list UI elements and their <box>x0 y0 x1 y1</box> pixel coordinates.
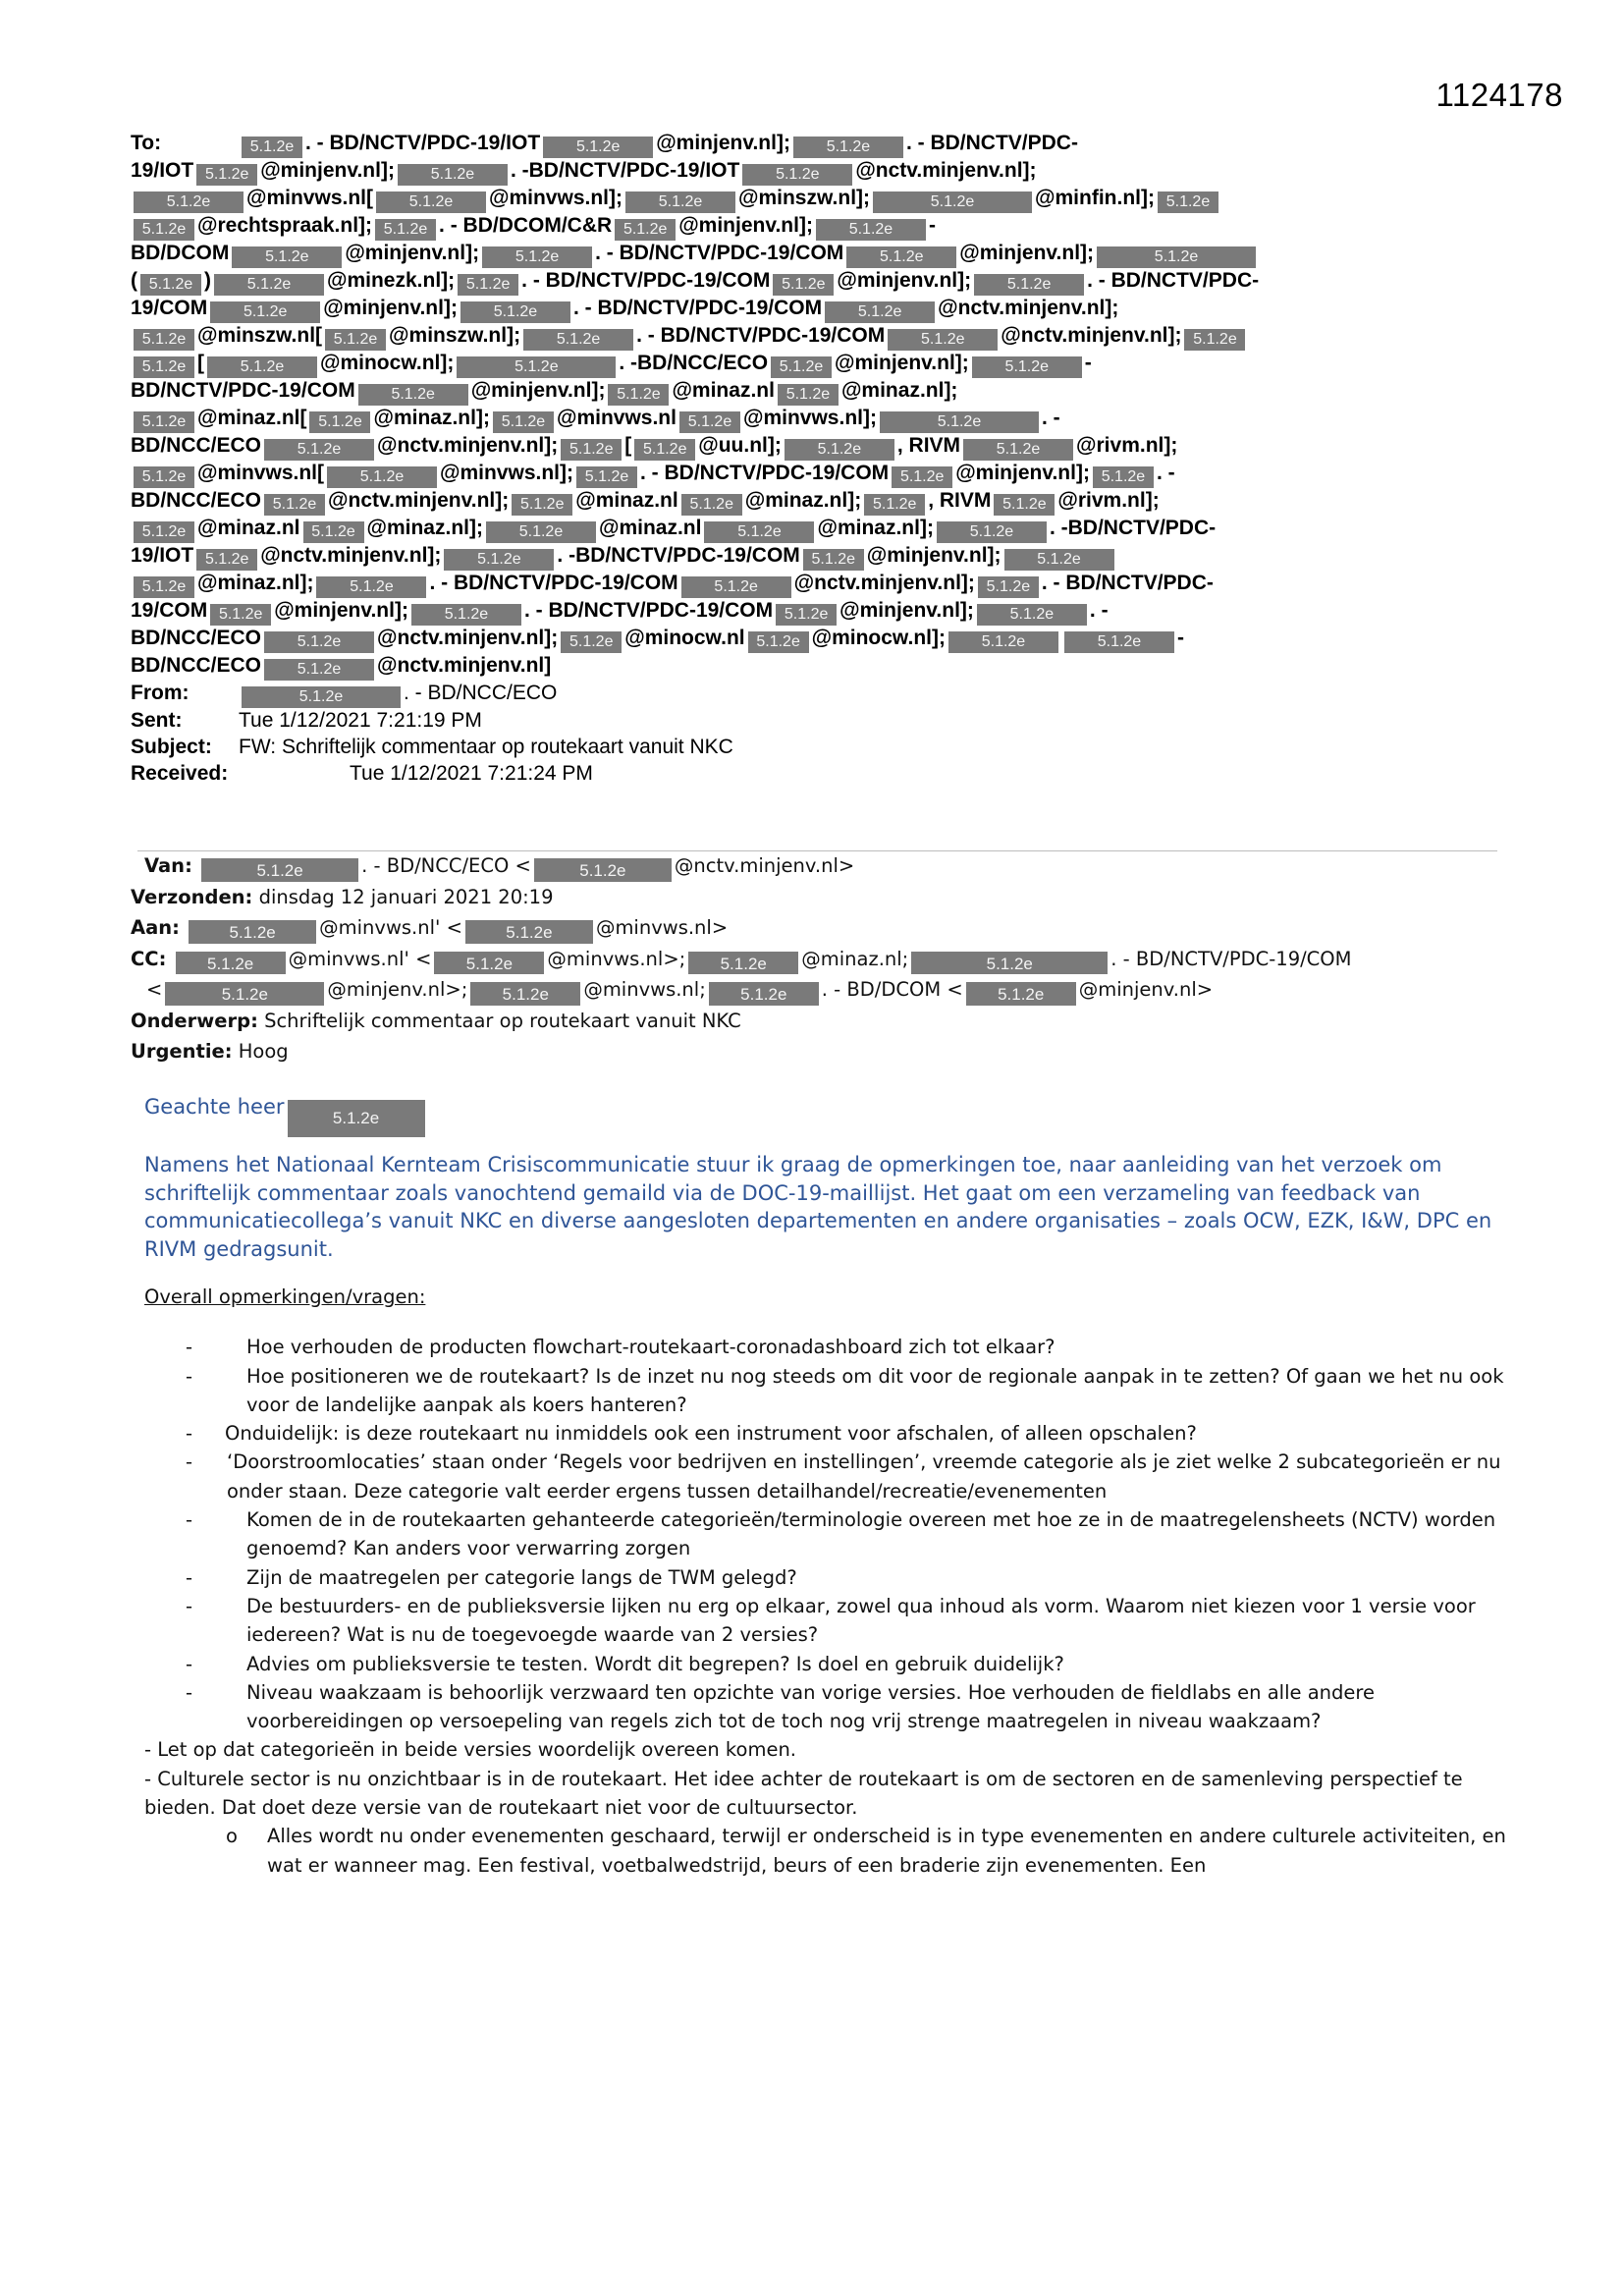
address-text: @nctv.minjenv.nl]; <box>377 434 559 457</box>
address-text: @minvws.nl]; <box>489 187 623 209</box>
redaction-box: 5.1.2e <box>864 494 925 516</box>
received-label: Received: <box>131 761 229 785</box>
address-text: . - BD/NCTV/PDC- <box>1041 572 1214 594</box>
redaction-box: 5.1.2e <box>493 411 554 433</box>
address-text: @minaz.nl[ <box>197 407 307 429</box>
redaction-box: 5.1.2e <box>873 191 1032 213</box>
address-text: @minjenv.nl]; <box>959 242 1095 264</box>
to-line <box>131 406 1525 433</box>
redaction-box: 5.1.2e <box>543 137 653 158</box>
address-text: @minjenv.nl>; <box>327 978 468 1001</box>
redaction-box: 5.1.2e <box>210 604 271 626</box>
redaction-box: 5.1.2e <box>486 521 596 543</box>
to-label: To: <box>131 132 162 154</box>
address-text: @nctv.minjenv.nl]; <box>1001 324 1182 347</box>
redaction-box: 5.1.2e <box>482 246 592 268</box>
to-line <box>131 543 1525 571</box>
address-text: @minvws.nl; <box>583 978 706 1001</box>
address-text: @minocw.nl <box>624 627 745 649</box>
redaction-box: 5.1.2e <box>978 576 1039 598</box>
address-text: @minszw.nl]; <box>389 324 521 347</box>
onderwerp-value: Schriftelijk commentaar op routekaart vanuit NKC <box>264 1009 741 1032</box>
address-text: @minvws.nl]; <box>742 407 877 429</box>
redaction-box: 5.1.2e <box>1064 631 1174 653</box>
address-text: @minaz.nl; <box>801 947 909 970</box>
redaction-box: 5.1.2e <box>892 466 952 488</box>
redaction-box: 5.1.2e <box>742 164 852 186</box>
to-line <box>131 323 1525 351</box>
van-label: Van: <box>144 854 192 877</box>
to-line <box>131 241 1525 268</box>
to-line <box>131 516 1525 543</box>
redaction-box: 5.1.2e <box>196 549 257 571</box>
subject-label: Subject: <box>131 735 212 758</box>
redaction-box: 5.1.2e <box>470 982 580 1006</box>
address-text: 19/IOT <box>131 159 194 182</box>
received-line <box>131 761 1525 788</box>
address-text: @minvws.nl>; <box>547 947 686 970</box>
sub-bullet <box>144 1822 1509 1880</box>
address-text: @minjenv.nl]; <box>274 599 408 622</box>
redaction-box: 5.1.2e <box>576 466 637 488</box>
address-text: @nctv.minjenv.nl]; <box>793 572 975 594</box>
redaction-box: 5.1.2e <box>977 604 1087 626</box>
plain-remark: - Culturele sector is nu onzichtbaar is in de routekaart. Het idee achter de routekaart is om de sectoren en de samenleving perspectief te bieden. Dat doet deze versie van de routekaart niet voor de cultuursector. <box>144 1767 1463 1820</box>
salutation-text: Geachte heer <box>144 1095 285 1119</box>
redaction-box: 5.1.2e <box>210 301 320 323</box>
redaction-box: 5.1.2e <box>457 356 616 378</box>
verzonden-line <box>131 882 1525 913</box>
redaction-box: 5.1.2e <box>134 356 194 378</box>
redaction-box: 5.1.2e <box>523 329 633 351</box>
address-text: ( <box>131 269 137 292</box>
list-item-text: Zijn de maatregelen per categorie langs de TWM gelegd? <box>246 1565 797 1589</box>
list-item-text: Onduidelijk: is deze routekaart nu inmiddels ook een instrument voor afschalen, of alleen opschalen? <box>225 1422 1197 1446</box>
address-text: BD/DCOM <box>131 242 230 264</box>
redaction-box: 5.1.2e <box>948 631 1058 653</box>
remarks-list <box>144 1333 1509 1735</box>
subject-value: FW: Schriftelijk commentaar op routekaart vanuit NKC <box>239 735 733 758</box>
redaction-box: 5.1.2e <box>911 952 1108 975</box>
from-value: . - BD/NCC/ECO <box>404 682 558 704</box>
address-text: @minaz.nl <box>598 517 702 539</box>
redaction-box: 5.1.2e <box>325 329 386 351</box>
section-title: Overall opmerkingen/vragen: <box>144 1285 426 1308</box>
address-text: 19/COM <box>131 599 208 622</box>
address-text: . -BD/NCTV/PDC-19/IOT <box>510 159 740 182</box>
redaction-box: 5.1.2e <box>963 439 1073 461</box>
list-item <box>144 1592 1509 1650</box>
document-id: 1124178 <box>1435 77 1563 113</box>
list-item <box>144 1563 1509 1592</box>
address-text: . - BD/NCTV/PDC-19/COM <box>523 599 774 622</box>
redaction-box: 5.1.2e <box>937 521 1047 543</box>
from-label: From: <box>131 682 189 704</box>
cc-line-2 <box>131 974 1525 1006</box>
address-text: . - <box>1156 462 1175 484</box>
address-text: . -BD/NCTV/PDC-19/COM <box>557 544 800 567</box>
address-text: @minszw.nl[ <box>197 324 323 347</box>
address-text: BD/NCC/ECO <box>131 489 262 512</box>
van-email: @nctv.minjenv.nl> <box>674 854 855 877</box>
address-text: . - BD/NCTV/PDC-19/COM <box>595 242 844 264</box>
redaction-box: 5.1.2e <box>1184 329 1245 351</box>
address-text: . - BD/NCTV/PDC- <box>905 132 1078 154</box>
redaction-box: 5.1.2e <box>264 439 374 461</box>
address-text: BD/NCTV/PDC-19/COM <box>131 379 355 402</box>
email-header <box>131 131 1525 787</box>
van-text: . - BD/NCC/ECO < <box>361 854 531 877</box>
address-text: @minocw.nl]; <box>320 352 455 374</box>
address-text: @uu.nl]; <box>698 434 782 457</box>
redaction-box: 5.1.2e <box>771 356 832 378</box>
address-text: @minaz.nl]; <box>373 407 490 429</box>
remarks-section <box>144 1283 1509 1880</box>
sent-line <box>131 708 1525 735</box>
redaction-box: 5.1.2e <box>888 329 998 351</box>
address-text: @minjenv.nl]; <box>955 462 1090 484</box>
address-text: 19/IOT <box>131 544 194 567</box>
redaction-box: 5.1.2e <box>803 549 864 571</box>
address-text: @minaz.nl <box>197 517 300 539</box>
redaction-box: 5.1.2e <box>358 384 468 406</box>
to-line <box>131 598 1525 626</box>
redaction-box: 5.1.2e <box>534 858 672 882</box>
address-text: . - <box>1089 599 1109 622</box>
redaction-box: 5.1.2e <box>625 191 735 213</box>
address-text: @minjenv.nl]; <box>866 544 1001 567</box>
address-text: @rivm.nl]; <box>1076 434 1178 457</box>
address-text: @minjenv.nl]; <box>470 379 606 402</box>
to-line <box>131 461 1525 488</box>
redaction-box: 5.1.2e <box>242 137 302 158</box>
redaction-box: 5.1.2e <box>561 439 622 461</box>
redaction-box: 5.1.2e <box>778 384 839 406</box>
sub-bullet-text: Alles wordt nu onder evenementen geschaard, terwijl er onderscheid is in type evenementen en andere culturele activiteiten, en wat er wanneer mag. Een festival, voetbalwedstrijd, beurs of een braderie zijn evenementen. Een <box>267 1825 1506 1877</box>
list-item <box>144 1333 1509 1361</box>
redaction-box: 5.1.2e <box>460 301 570 323</box>
address-text: @minaz.nl]; <box>817 517 934 539</box>
redaction-box: 5.1.2e <box>688 952 798 975</box>
address-text: @minaz.nl]; <box>197 572 314 594</box>
redaction-box: 5.1.2e <box>704 521 814 543</box>
address-text: ) <box>204 269 211 292</box>
redaction-box: 5.1.2e <box>303 521 364 543</box>
redaction-box: 5.1.2e <box>608 384 669 406</box>
redaction-box: 5.1.2e <box>214 274 324 296</box>
address-text: @minvws.nl[ <box>246 187 373 209</box>
to-line <box>131 626 1525 653</box>
address-text: BD/NCC/ECO <box>131 654 262 677</box>
plain-remarks <box>144 1735 1509 1822</box>
address-text: @minvws.nl <box>556 407 677 429</box>
redaction-box: 5.1.2e <box>327 466 437 488</box>
bullet-marker: - <box>186 1364 193 1388</box>
address-text: . -BD/NCTV/PDC- <box>1049 517 1217 539</box>
address-text: @minaz.nl]; <box>840 379 958 402</box>
address-text: BD/NCC/ECO <box>131 627 262 649</box>
address-text: @minjenv.nl]; <box>345 242 480 264</box>
list-item <box>144 1678 1509 1736</box>
address-text: @nctv.minjenv.nl]; <box>260 544 442 567</box>
bullet-marker: - <box>186 1594 193 1617</box>
redaction-box: 5.1.2e <box>134 576 194 598</box>
redaction-box: 5.1.2e <box>411 604 521 626</box>
address-text: [ <box>197 352 204 374</box>
to-recipients <box>131 131 1525 681</box>
redaction-box: 5.1.2e <box>207 356 317 378</box>
redaction-box: 5.1.2e <box>189 920 316 944</box>
onderwerp-line <box>131 1006 1525 1037</box>
redaction-box: 5.1.2e <box>398 164 508 186</box>
redaction-box: 5.1.2e <box>994 494 1055 516</box>
redaction-box: 5.1.2e <box>264 631 374 653</box>
to-line <box>131 158 1525 186</box>
redaction-box: 5.1.2e <box>816 219 926 241</box>
address-text: @minocw.nl]; <box>811 627 946 649</box>
forwarded-header <box>131 850 1525 1067</box>
redaction-box: 5.1.2e <box>465 920 593 944</box>
address-text: . - BD/NCTV/PDC-19/COM <box>572 297 823 319</box>
list-item-text: ‘Doorstroomlocaties’ staan onder ‘Regels voor bedrijven en instellingen’, vreemde categorie als je ziet welke 2 subcategorieën er nu onder staan. Deze categorie valt eerder ergens tussen detailhandel/recreatie/evenementen <box>227 1450 1501 1503</box>
redaction-box: 5.1.2e <box>242 686 401 708</box>
redaction-box: 5.1.2e <box>776 604 837 626</box>
redaction-box: 5.1.2e <box>748 631 809 653</box>
address-text: @minaz.nl <box>672 379 775 402</box>
address-text: BD/NCC/ECO <box>131 434 262 457</box>
address-text: @minszw.nl]; <box>738 187 871 209</box>
address-text: @minjenv.nl]; <box>837 269 972 292</box>
list-item-text: Hoe verhouden de producten flowchart-routekaart-coronadashboard zich tot elkaar? <box>246 1336 1056 1359</box>
cc-line <box>131 944 1525 975</box>
address-text: @nctv.minjenv.nl]; <box>938 297 1119 319</box>
to-line <box>131 433 1525 461</box>
list-item-text: De bestuurders- en de publieksversie lijken nu erg op elkaar, zowel qua inhoud als vorm. Waarom niet kiezen voor 1 versie voor iedereen? Wat is nu de toegevoegde waarde van 2 versies? <box>246 1594 1476 1647</box>
redaction-box: 5.1.2e <box>196 164 257 186</box>
address-text: @nctv.minjenv.nl] <box>377 654 552 677</box>
redaction-box: 5.1.2e <box>561 631 622 653</box>
address-text: , RIVM <box>896 434 961 457</box>
to-line <box>131 378 1525 406</box>
verzonden-value: dinsdag 12 januari 2021 20:19 <box>258 885 554 908</box>
bullet-marker: - <box>186 1336 193 1359</box>
address-text: . - BD/NCTV/PDC-19/COM <box>636 324 886 347</box>
redaction-box: 5.1.2e <box>1004 549 1114 571</box>
address-text: @minezk.nl]; <box>327 269 456 292</box>
list-item-text: Komen de in de routekaarten gehanteerde categorieën/terminologie overeen met hoe ze in de maatregelensheets (NCTV) worden genoemd? Kan anders voor verwarring zorgen <box>246 1508 1496 1560</box>
to-line <box>131 488 1525 516</box>
address-text: . -BD/NCC/ECO <box>619 352 769 374</box>
redaction-box: 5.1.2e <box>444 549 554 571</box>
bullet-marker: - <box>186 1450 193 1474</box>
address-text: . - BD/DCOM < <box>821 978 963 1001</box>
to-line <box>131 571 1525 598</box>
verzonden-label: Verzonden: <box>131 885 253 908</box>
redaction-box: 5.1.2e <box>201 858 358 882</box>
redaction-box: 5.1.2e <box>176 952 286 975</box>
intro-paragraph: Namens het Nationaal Kernteam Crisiscommunicatie stuur ik graag de opmerkingen toe, naar aanleiding van het verzoek om schriftelijk commentaar zoals vanochtend gemaild via de DOC-19-maillijst. Het gaat om een verzameling van feedback van communicatiecollega’s vanuit NKC en diverse aangesloten departementen en andere organisaties – zoals OCW, EZK, I&W, DPC en RIVM gedragsunit. <box>144 1153 1492 1261</box>
redaction-box: 5.1.2e <box>134 521 194 543</box>
address-text: [ <box>624 434 632 457</box>
address-text: @minfin.nl]; <box>1035 187 1155 209</box>
redaction-box: 5.1.2e <box>1097 246 1256 268</box>
address-text: , RIVM <box>928 489 992 512</box>
address-text: @minjenv.nl]; <box>678 214 813 237</box>
redaction-box: 5.1.2e <box>972 356 1082 378</box>
received-value: Tue 1/12/2021 7:21:24 PM <box>350 761 593 785</box>
address-text: @minjenv.nl]; <box>323 297 458 319</box>
cc-label: CC: <box>131 947 167 970</box>
redaction-box: 5.1.2e <box>709 982 819 1006</box>
address-text: - <box>928 214 936 237</box>
address-text: @minvws.nl' < <box>288 947 432 970</box>
redaction-box: 5.1.2e <box>1158 191 1218 213</box>
address-text: @minaz.nl]; <box>366 517 483 539</box>
bullet-marker: - <box>186 1565 193 1589</box>
address-text: . - BD/NCTV/PDC-19/COM <box>521 269 771 292</box>
redaction-box: 5.1.2e <box>634 439 695 461</box>
bullet-marker: - <box>186 1508 193 1532</box>
address-text: - <box>1084 352 1092 374</box>
address-text: < <box>146 978 163 1001</box>
plain-remark: - Let op dat categorieën in beide versies woordelijk overeen komen. <box>144 1738 796 1762</box>
cc-recipients-2 <box>146 978 1214 1004</box>
redaction-box: 5.1.2e <box>458 274 518 296</box>
address-text: @nctv.minjenv.nl]; <box>328 489 510 512</box>
redaction-box: 5.1.2e <box>1093 466 1154 488</box>
redaction-box: 5.1.2e <box>134 191 244 213</box>
redaction-box: 5.1.2e <box>825 301 935 323</box>
address-text: @rechtspraak.nl]; <box>197 214 373 237</box>
to-line <box>131 213 1525 241</box>
redaction-box: 5.1.2e <box>512 494 572 516</box>
redaction-box: 5.1.2e <box>434 952 544 975</box>
list-item <box>144 1505 1509 1563</box>
list-item-text: Advies om publieksversie te testen. Wordt dit begrepen? Is doel en gebruik duidelijk? <box>246 1652 1064 1675</box>
redaction-box: 5.1.2e <box>165 982 324 1006</box>
address-text: . - BD/NCTV/PDC- <box>1087 269 1260 292</box>
redaction-box: 5.1.2e <box>134 329 194 351</box>
redaction-box: 5.1.2e <box>681 576 791 598</box>
address-text: @minaz.nl <box>575 489 678 512</box>
address-text: @nctv.minjenv.nl]; <box>855 159 1037 182</box>
redaction-box: 5.1.2e <box>880 411 1039 433</box>
redaction-box: 5.1.2e <box>681 494 742 516</box>
address-text: @minjenv.nl]; <box>839 599 974 622</box>
sent-label: Sent: <box>131 709 183 732</box>
aan-label: Aan: <box>131 916 180 939</box>
salutation <box>144 1095 428 1137</box>
aan-line <box>131 912 1525 944</box>
redaction-box: 5.1.2e <box>773 274 834 296</box>
address-text: @nctv.minjenv.nl]; <box>377 627 559 649</box>
van-line <box>131 850 1525 882</box>
bullet-marker: - <box>186 1422 193 1446</box>
redaction-box: 5.1.2e <box>615 219 676 241</box>
address-text: @minjenv.nl]; <box>656 132 790 154</box>
redaction-box: 5.1.2e <box>375 219 436 241</box>
address-text: . - BD/NCTV/PDC-19/COM <box>640 462 890 484</box>
address-text: @minjenv.nl]; <box>260 159 395 182</box>
redaction-box: 5.1.2e <box>140 274 201 296</box>
address-text: @minjenv.nl> <box>1078 978 1214 1001</box>
redaction-box: 5.1.2e <box>288 1100 425 1137</box>
list-item-text: Niveau waakzaam is behoorlijk verzwaard ten opzichte van vorige versies. Hoe verhouden de fieldlabs en alle andere voorbereidingen op versoepeling van regels zich tot de toch nog vrij strenge maatregelen in niveau waakzaam? <box>246 1680 1375 1733</box>
address-text: . - BD/NCTV/PDC-19/IOT <box>305 132 541 154</box>
redaction-box: 5.1.2e <box>974 274 1084 296</box>
urgentie-label: Urgentie: <box>131 1040 233 1063</box>
to-line <box>131 131 1525 158</box>
address-text: . - BD/NCTV/PDC-19/COM <box>1110 947 1352 970</box>
address-text: . - BD/NCTV/PDC-19/COM <box>429 572 678 594</box>
to-line <box>131 351 1525 378</box>
redaction-box: 5.1.2e <box>232 246 342 268</box>
list-item <box>144 1419 1509 1448</box>
sent-value: Tue 1/12/2021 7:21:19 PM <box>239 709 482 732</box>
address-text: - <box>1176 627 1184 649</box>
cc-recipients-1 <box>173 947 1352 973</box>
list-item <box>144 1650 1509 1678</box>
bullet-marker: - <box>186 1680 193 1704</box>
redaction-box: 5.1.2e <box>679 411 740 433</box>
redaction-box: 5.1.2e <box>846 246 956 268</box>
to-line <box>131 186 1525 213</box>
aan-text: @minvws.nl' < <box>319 916 462 939</box>
redaction-box: 5.1.2e <box>966 982 1076 1006</box>
address-text: . - BD/DCOM/C&R <box>439 214 613 237</box>
redaction-box: 5.1.2e <box>316 576 426 598</box>
address-text: . - <box>1041 407 1060 429</box>
list-item <box>144 1448 1509 1505</box>
redaction-box: 5.1.2e <box>134 466 194 488</box>
redaction-box: 5.1.2e <box>134 411 194 433</box>
address-text: 19/COM <box>131 297 208 319</box>
redaction-box: 5.1.2e <box>309 411 370 433</box>
address-text: @minaz.nl]; <box>744 489 862 512</box>
urgentie-value: Hoog <box>238 1040 289 1063</box>
redaction-box: 5.1.2e <box>785 439 894 461</box>
address-text: @minjenv.nl]; <box>835 352 969 374</box>
redaction-box: 5.1.2e <box>264 494 325 516</box>
to-line <box>131 268 1525 296</box>
address-text: @minvws.nl]; <box>440 462 573 484</box>
aan-email: @minvws.nl> <box>595 916 729 939</box>
address-text: @rivm.nl]; <box>1057 489 1160 512</box>
onderwerp-label: Onderwerp: <box>131 1009 258 1032</box>
bullet-marker: - <box>186 1652 193 1675</box>
subject-line <box>131 735 1525 761</box>
redaction-box: 5.1.2e <box>264 659 374 681</box>
list-item <box>144 1362 1509 1420</box>
urgentie-line <box>131 1036 1525 1067</box>
list-item-text: Hoe positioneren we de routekaart? Is de inzet nu nog steeds om dit voor de regionale aanpak in te zetten? Of gaan we het nu ook voor de landelijke aanpak als koers hanteren? <box>246 1364 1504 1416</box>
to-line <box>131 653 1525 681</box>
redaction-box: 5.1.2e <box>134 219 194 241</box>
sub-bullet-marker: o <box>226 1825 238 1848</box>
redaction-box: 5.1.2e <box>793 137 903 158</box>
to-line <box>131 296 1525 323</box>
from-line <box>131 681 1525 708</box>
address-text: @minvws.nl[ <box>197 462 324 484</box>
redaction-box: 5.1.2e <box>376 191 486 213</box>
